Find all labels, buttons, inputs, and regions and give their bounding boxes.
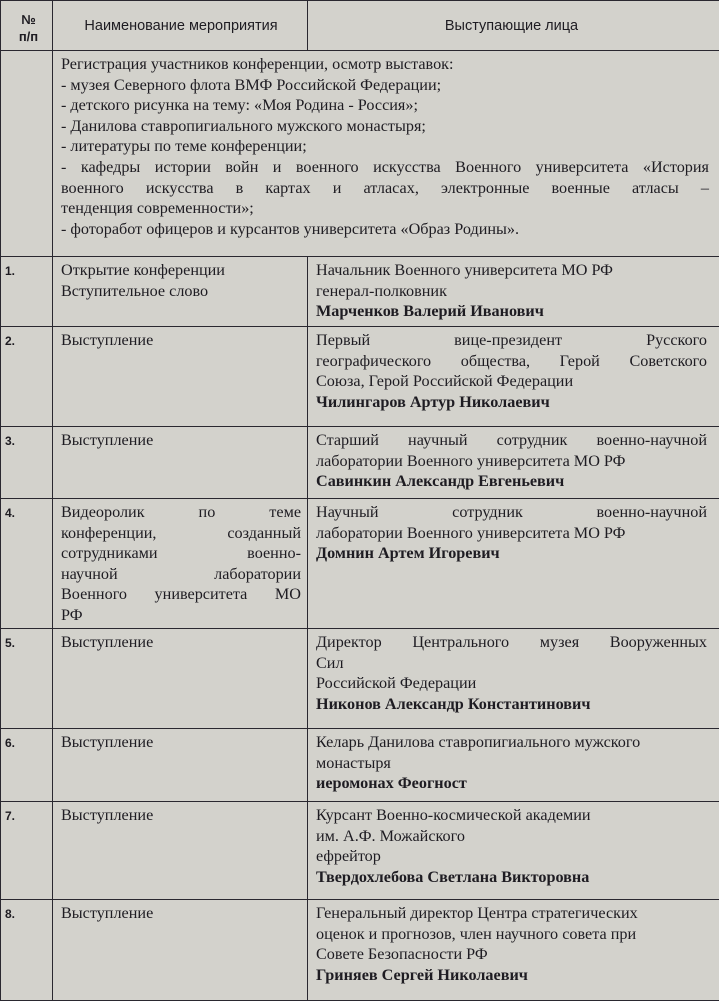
event-cell: Выступление xyxy=(53,327,308,427)
row-number: 5. xyxy=(1,629,53,729)
speaker-cell: Старший научный сотрудник военно-научной лаборатории Военного университета МО РФ Савинкин Александр Евгеньевич xyxy=(308,427,719,499)
table-row xyxy=(1,499,719,629)
speaker-cell: Генеральный директор Центра стратегических оценок и прогнозов, член научного совета при Совете Безопасности РФ Гриняев Сергей Николаевич xyxy=(308,900,719,1001)
table-row xyxy=(1,802,719,900)
registration-line: - литературы по теме конференции; xyxy=(61,136,709,157)
table-row xyxy=(1,327,719,427)
speaker-name: Никонов Александр Константинович xyxy=(316,694,707,715)
registration-line: Регистрация участников конференции, осмотр выставок: xyxy=(61,54,709,75)
speaker-cell: Первый вице-президент Русского географического общества, Герой Советского Союза, Герой Российской Федерации Чилингаров Артур Николаевич xyxy=(308,327,719,427)
speaker-name: Чилингаров Артур Николаевич xyxy=(316,392,707,413)
row-number: 2. xyxy=(1,327,53,427)
row-number: 7. xyxy=(1,802,53,900)
registration-line: - фоторабот офицеров и курсантов университета «Образ Родины». xyxy=(61,219,709,240)
speaker-cell: Начальник Военного университета МО РФ генерал-полковник Марченков Валерий Иванович xyxy=(308,257,719,327)
event-cell: Выступление xyxy=(53,427,308,499)
event-cell: Выступление xyxy=(53,729,308,802)
event-cell: Выступление xyxy=(53,900,308,1001)
registration-line: - детского рисунка на тему: «Моя Родина - Россия»; xyxy=(61,95,709,116)
registration-line: - Данилова ставропигиального мужского монастыря; xyxy=(61,116,709,137)
speaker-name: Домнин Артем Игоревич xyxy=(316,543,707,564)
registration-line: тенденция современности»; xyxy=(61,198,709,219)
speaker-cell: Научный сотрудник военно-научной лаборатории Военного университета МО РФ Домнин Артем Игоревич xyxy=(308,499,719,629)
row-number: 1. xyxy=(1,257,53,327)
registration-cell xyxy=(53,51,719,257)
event-cell: Выступление xyxy=(53,629,308,729)
speaker-cell: Келарь Данилова ставропигиального мужского монастыря иеромонах Феогност xyxy=(308,729,719,802)
table-row xyxy=(1,257,719,327)
registration-line: - кафедры истории войн и военного искусства Военного университета «История xyxy=(61,157,709,178)
table-header-row xyxy=(1,1,719,51)
speaker-name: Марченков Валерий Иванович xyxy=(316,301,707,322)
header-num: № п/п xyxy=(1,1,53,51)
table-row xyxy=(1,900,719,1001)
row-number: 6. xyxy=(1,729,53,802)
registration-row xyxy=(1,51,719,257)
event-cell: Открытие конференции Вступительное слово xyxy=(53,257,308,327)
header-event: Наименование мероприятия xyxy=(53,1,308,51)
speaker-name: иеромонах Феогност xyxy=(316,773,707,794)
table-row xyxy=(1,427,719,499)
header-speakers: Выступающие лица xyxy=(308,1,719,51)
speaker-name: Гриняев Сергей Николаевич xyxy=(316,965,707,986)
event-cell: Видеоролик по теме конференции, созданный сотрудниками военно- научной лаборатории Военного университета МО РФ xyxy=(53,499,308,629)
table-row xyxy=(1,629,719,729)
row-number: 8. xyxy=(1,900,53,1001)
speaker-name: Твердохлебова Светлана Викторовна xyxy=(316,867,707,888)
speaker-cell: Директор Центрального музея Вооруженных Сил Российской Федерации Никонов Александр Константинович xyxy=(308,629,719,729)
speaker-name: Савинкин Александр Евгеньевич xyxy=(316,471,707,492)
event-cell: Выступление xyxy=(53,802,308,900)
registration-line: - музея Северного флота ВМФ Российской Федерации; xyxy=(61,75,709,96)
registration-num-cell xyxy=(1,51,53,257)
registration-line: военного искусства в картах и атласах, электронные военные атласы – xyxy=(61,178,709,199)
table-row xyxy=(1,729,719,802)
speaker-cell: Курсант Военно-космической академии им. А.Ф. Можайского ефрейтор Твердохлебова Светлана Викторовна xyxy=(308,802,719,900)
row-number: 4. xyxy=(1,499,53,629)
row-number: 3. xyxy=(1,427,53,499)
